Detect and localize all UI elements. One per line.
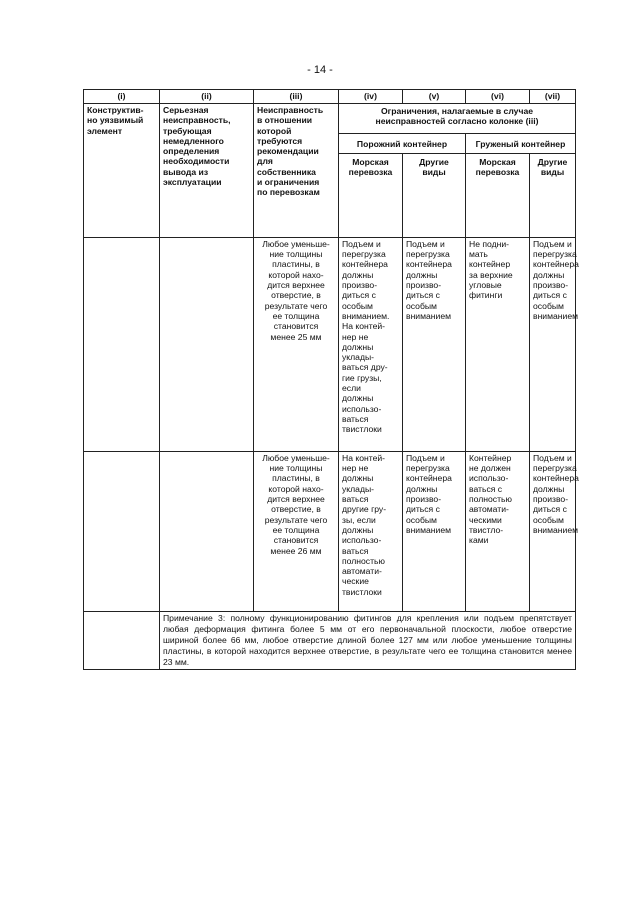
header-defect-recommendations: Неисправность в отношении которой требуются рекомендации для собственника и ограничения по перевозкам bbox=[254, 104, 339, 238]
row-1-defect: Любое уменьше- ние толщины пластины, в которой нахо- дится верхнее отверстие, в результате чего ее толщина становится менее 25 мм bbox=[254, 237, 339, 451]
row-1-sea-empty: Подъем и перегрузка контейнера должны произво- диться с особым вниманием. На контей- нер не должны уклады- ваться дру- гие грузы, если должны использо- ваться твистлоки bbox=[339, 237, 403, 451]
column-id-iv: (iv) bbox=[339, 90, 403, 104]
row-1-other-loaded: Подъем и перегрузка контейнера должны произво- диться с особым вниманием bbox=[530, 237, 576, 451]
row-2-serious-defect bbox=[160, 451, 254, 611]
row-2-other-empty: Подъем и перегрузка контейнера должны произво- диться с особым вниманием bbox=[403, 451, 466, 611]
header-sea-transport-empty: Морская перевозка bbox=[339, 153, 403, 237]
header-other-modes-empty: Другие виды bbox=[403, 153, 466, 237]
row-2-other-loaded: Подъем и перегрузка контейнера должны произво- диться с особым вниманием bbox=[530, 451, 576, 611]
note-row bbox=[84, 611, 576, 669]
column-id-iii: (iii) bbox=[254, 90, 339, 104]
row-1-sea-loaded: Не подни- мать контейнер за верхние угловые фитинги bbox=[466, 237, 530, 451]
column-id-vi: (vi) bbox=[466, 90, 530, 104]
header-other-modes-loaded: Другие виды bbox=[530, 153, 576, 237]
row-1-serious-defect bbox=[160, 237, 254, 451]
header-sea-transport-loaded: Морская перевозка bbox=[466, 153, 530, 237]
header-restrictions: Ограничения, налагаемые в случае неисправностей согласно колонке (iii) bbox=[339, 104, 576, 134]
row-2-sea-empty: На контей- нер не должны уклады- ваться другие гру- зы, если должны использо- ваться полностью автомати- ческие твистлоки bbox=[339, 451, 403, 611]
note-text: Примечание 3: полному функционированию фитингов для крепления или подъем препятствует любая деформация фитинга более 5 мм от его первоначальной плоскости, любое отверстие шириной более 66 мм, любое отверстие длиной более 127 мм или любое уменьшение толщины пластины, в которой находится верхнее отверстие, в результате чего ее толщина становится менее 23 мм. bbox=[160, 611, 576, 669]
note-empty-cell bbox=[84, 611, 160, 669]
header-loaded-container: Груженый контейнер bbox=[466, 133, 576, 153]
column-id-v: (v) bbox=[403, 90, 466, 104]
table-row bbox=[84, 237, 576, 451]
table-row bbox=[84, 451, 576, 611]
row-2-sea-loaded: Контейнер не должен использо- ваться с полностью автомати- ческими твистло- ками bbox=[466, 451, 530, 611]
header-serious-defect: Серьезная неисправность, требующая немедленного определения необходимости вывода из эксплуатации bbox=[160, 104, 254, 238]
column-id-ii: (ii) bbox=[160, 90, 254, 104]
column-id-i: (i) bbox=[84, 90, 160, 104]
defects-table bbox=[83, 89, 579, 670]
row-1-other-empty: Подъем и перегрузка контейнера должны произво- диться с особым вниманием bbox=[403, 237, 466, 451]
column-id-row bbox=[84, 90, 576, 104]
column-id-vii: (vii) bbox=[530, 90, 576, 104]
row-2-defect: Любое уменьше- ние толщины пластины, в которой нахо- дится верхнее отверстие, в результате чего ее толщина становится менее 26 мм bbox=[254, 451, 339, 611]
header-structural-element: Конструктив- но уязвимый элемент bbox=[84, 104, 160, 238]
row-2-structural-element bbox=[84, 451, 160, 611]
header-empty-container: Порожний контейнер bbox=[339, 133, 466, 153]
page-number: - 14 - bbox=[307, 64, 333, 76]
header-row-1 bbox=[84, 104, 576, 134]
row-1-structural-element bbox=[84, 237, 160, 451]
